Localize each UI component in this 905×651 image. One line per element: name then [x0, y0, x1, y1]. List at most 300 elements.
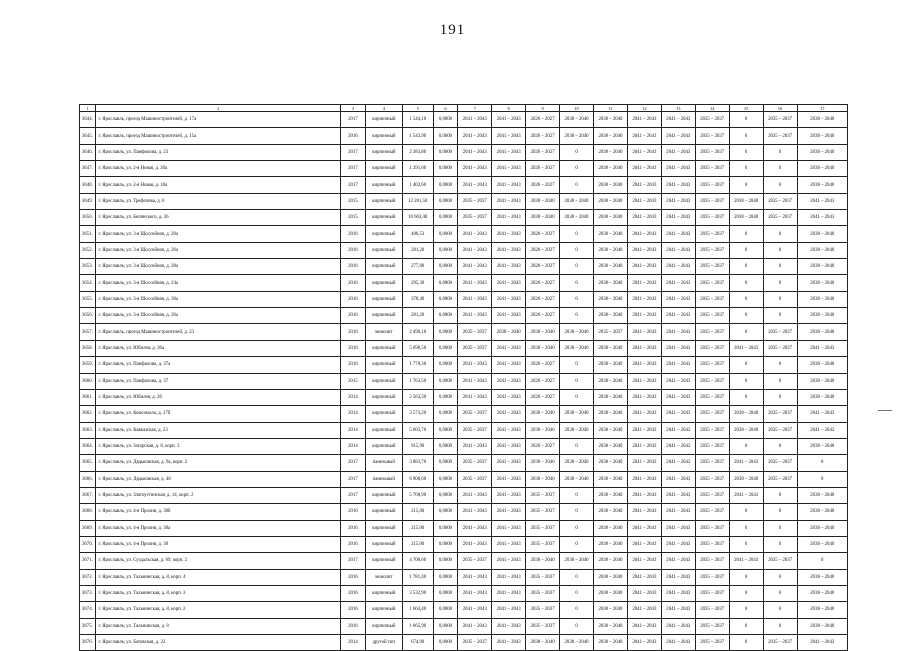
- table-cell: 2017: [341, 553, 366, 569]
- table-cell: 2026 – 2027: [526, 112, 560, 128]
- table-cell: 3 573,20: [402, 406, 433, 422]
- table-cell: 2035 – 2037: [695, 602, 729, 618]
- table-row: [80, 128, 848, 144]
- table-cell: 2041 – 2043: [492, 373, 526, 389]
- table-cell: 0,0000: [433, 618, 458, 634]
- table-cell: 2016: [341, 357, 366, 373]
- table-cell: 2038 – 2040: [729, 471, 763, 487]
- table-cell: 2041 – 2043: [627, 128, 661, 144]
- table-row: [80, 340, 848, 356]
- table-cell: 2041 – 2043: [661, 275, 695, 291]
- table-cell: 2017: [341, 112, 366, 128]
- table-cell: 2041 – 2043: [492, 553, 526, 569]
- table-cell: 2041 – 2043: [797, 422, 847, 438]
- table-cell: 0,0000: [433, 161, 458, 177]
- table-cell: 2038 – 2040: [526, 422, 560, 438]
- table-cell: 2041 – 2043: [627, 389, 661, 405]
- table-cell: 2041 – 2043: [627, 193, 661, 209]
- table-cell: 2035 – 2037: [526, 618, 560, 634]
- table-cell: 2041 – 2043: [661, 536, 695, 552]
- table-cell: 3 532,90: [402, 585, 433, 601]
- table-cell: 2026 – 2027: [526, 308, 560, 324]
- table-cell: 0: [560, 520, 594, 536]
- table-cell: 0,0000: [433, 144, 458, 160]
- table-cell: 486,53: [402, 226, 433, 242]
- table-cell: 0: [729, 308, 763, 324]
- row-number-cell: 3676.: [80, 635, 96, 651]
- table-cell: 2038 – 2040: [797, 357, 847, 373]
- table-cell: 0: [763, 242, 797, 258]
- table-cell: 2041 – 2043: [627, 259, 661, 275]
- table-cell: 0: [560, 373, 594, 389]
- table-cell: 2026 – 2027: [526, 144, 560, 160]
- table-cell: 2041 – 2043: [458, 487, 492, 503]
- table-cell: 2038 – 2040: [593, 161, 627, 177]
- table-cell: 12 281,50: [402, 193, 433, 209]
- table-cell: 2035 – 2037: [526, 520, 560, 536]
- address-cell: г. Ярославль, ул. 3-я Шоссейная, д. 26а: [96, 308, 341, 324]
- table-cell: 2035 – 2037: [695, 438, 729, 454]
- row-number-cell: 3650.: [80, 210, 96, 226]
- table-cell: 0: [560, 389, 594, 405]
- address-cell: г. Ярославль, ул. Дядьковская, д. 9а, корп. 2: [96, 455, 341, 471]
- row-number-cell: 3674.: [80, 602, 96, 618]
- column-number-cell: 7: [458, 105, 492, 112]
- table-row: [80, 324, 848, 340]
- table-cell: 2041 – 2043: [661, 226, 695, 242]
- table-row: [80, 487, 848, 503]
- table-cell: 2041 – 2043: [458, 618, 492, 634]
- table-cell: кирпичный: [365, 193, 402, 209]
- table-cell: кирпичный: [365, 128, 402, 144]
- table-cell: 2035 – 2037: [695, 585, 729, 601]
- table-cell: 2035 – 2037: [695, 226, 729, 242]
- table-cell: 2041 – 2043: [492, 422, 526, 438]
- table-cell: 2041 – 2043: [627, 569, 661, 585]
- table-cell: 2038 – 2040: [526, 340, 560, 356]
- table-row: [80, 275, 848, 291]
- table-cell: 2035 – 2037: [695, 210, 729, 226]
- table-cell: 0,0000: [433, 112, 458, 128]
- table-cell: 0: [560, 161, 594, 177]
- table-cell: 0: [560, 487, 594, 503]
- table-cell: 0,0000: [433, 210, 458, 226]
- table-cell: 2041 – 2043: [661, 210, 695, 226]
- table-cell: 2041 – 2043: [492, 210, 526, 226]
- address-cell: г. Ярославль, ул. 2-я Новая, д. 20а: [96, 161, 341, 177]
- table-cell: 2038 – 2040: [560, 422, 594, 438]
- table-cell: 2038 – 2040: [593, 471, 627, 487]
- table-cell: 2038 – 2040: [593, 585, 627, 601]
- table-cell: 2038 – 2040: [797, 128, 847, 144]
- table-cell: 2041 – 2043: [492, 471, 526, 487]
- table-cell: 2038 – 2040: [797, 177, 847, 193]
- table-cell: 2041 – 2043: [661, 144, 695, 160]
- table-cell: 2041 – 2043: [492, 161, 526, 177]
- table-cell: кирпичный: [365, 259, 402, 275]
- column-number-cell: 3: [341, 105, 366, 112]
- table-cell: 2041 – 2043: [661, 569, 695, 585]
- row-number-cell: 3646.: [80, 144, 96, 160]
- table-row: [80, 357, 848, 373]
- table-cell: 10 663,40: [402, 210, 433, 226]
- table-cell: 2041 – 2043: [458, 112, 492, 128]
- table-cell: 2038 – 2040: [593, 144, 627, 160]
- table-cell: 2041 – 2043: [627, 373, 661, 389]
- table-cell: 2035 – 2037: [695, 275, 729, 291]
- table-cell: 2041 – 2043: [661, 340, 695, 356]
- table-cell: 2041 – 2043: [661, 242, 695, 258]
- table-cell: 2035 – 2037: [695, 324, 729, 340]
- table-cell: 2041 – 2043: [627, 308, 661, 324]
- table-cell: 2035 – 2037: [458, 324, 492, 340]
- table-cell: 2041 – 2043: [661, 291, 695, 307]
- table-cell: 2038 – 2040: [593, 112, 627, 128]
- table-cell: 0: [729, 635, 763, 651]
- table-cell: кирпичный: [365, 144, 402, 160]
- table-cell: 2041 – 2043: [661, 520, 695, 536]
- table-cell: 1 763,50: [402, 373, 433, 389]
- table-cell: панельный: [365, 471, 402, 487]
- address-cell: г. Ярославль, ул. Панфилова, д. 23: [96, 144, 341, 160]
- address-cell: г. Ярославль, ул. 2-я Новая, д. 18а: [96, 177, 341, 193]
- table-cell: 2035 – 2037: [695, 161, 729, 177]
- table-cell: 2041 – 2043: [492, 504, 526, 520]
- table-row: [80, 438, 848, 454]
- address-cell: г. Ярославль, ул. Кавказская, д. 23: [96, 422, 341, 438]
- table-cell: 2038 – 2040: [593, 210, 627, 226]
- table-cell: 2038 – 2040: [526, 455, 560, 471]
- table-cell: 0: [763, 618, 797, 634]
- table-cell: 0: [763, 259, 797, 275]
- table-cell: 2041 – 2043: [729, 553, 763, 569]
- table-cell: 2038 – 2040: [797, 618, 847, 634]
- table-cell: 0: [763, 308, 797, 324]
- table-cell: 0: [729, 389, 763, 405]
- table-cell: 2038 – 2040: [593, 226, 627, 242]
- table-cell: 2038 – 2040: [797, 242, 847, 258]
- table-cell: 0: [729, 275, 763, 291]
- table-cell: 0,0000: [433, 569, 458, 585]
- table-cell: 2041 – 2043: [661, 618, 695, 634]
- table-cell: 2041 – 2043: [458, 536, 492, 552]
- table-cell: 2035 – 2037: [695, 471, 729, 487]
- table-cell: кирпичный: [365, 536, 402, 552]
- table-cell: 2041 – 2043: [458, 259, 492, 275]
- table-cell: 0: [560, 357, 594, 373]
- row-number-cell: 3659.: [80, 357, 96, 373]
- table-cell: 0: [797, 553, 847, 569]
- table-row: [80, 422, 848, 438]
- table-cell: кирпичный: [365, 585, 402, 601]
- table-cell: 2038 – 2040: [593, 291, 627, 307]
- table-cell: 2041 – 2043: [661, 373, 695, 389]
- table-cell: 2041 – 2043: [458, 357, 492, 373]
- table-cell: 0,0000: [433, 242, 458, 258]
- row-number-cell: 3672.: [80, 569, 96, 585]
- column-number-cell: 16: [763, 105, 797, 112]
- table-cell: 2038 – 2040: [560, 553, 594, 569]
- table-cell: 0: [560, 259, 594, 275]
- table-cell: 0: [729, 504, 763, 520]
- table-cell: 0,0000: [433, 128, 458, 144]
- table-cell: 2035 – 2037: [458, 471, 492, 487]
- table-cell: 2038 – 2040: [560, 635, 594, 651]
- table-cell: 2016: [341, 504, 366, 520]
- address-cell: г. Ярославль, ул. Панфилова, д. 37а: [96, 357, 341, 373]
- table-cell: 5 768,90: [402, 487, 433, 503]
- table-cell: 0: [729, 585, 763, 601]
- table-cell: 2038 – 2040: [797, 487, 847, 503]
- table-cell: 2041 – 2043: [492, 569, 526, 585]
- table-cell: 2041 – 2043: [797, 635, 847, 651]
- row-number-cell: 3667.: [80, 487, 96, 503]
- table-cell: 2041 – 2043: [458, 161, 492, 177]
- table-cell: 2038 – 2040: [593, 438, 627, 454]
- table-row: [80, 112, 848, 128]
- table-cell: 2041 – 2043: [458, 275, 492, 291]
- table-cell: кирпичный: [365, 242, 402, 258]
- address-cell: г. Ярославль, ул. Панфилова, д. 37: [96, 373, 341, 389]
- table-row: [80, 504, 848, 520]
- table-cell: 2038 – 2040: [797, 291, 847, 307]
- table-cell: кирпичный: [365, 210, 402, 226]
- table-cell: 2041 – 2043: [627, 455, 661, 471]
- table-cell: 2041 – 2043: [492, 112, 526, 128]
- table-cell: 2041 – 2043: [458, 585, 492, 601]
- address-cell: г. Ярославль, ул. 3-я Шоссейная, д. 24а: [96, 275, 341, 291]
- table-cell: 2041 – 2043: [661, 259, 695, 275]
- table-cell: 2041 – 2043: [797, 406, 847, 422]
- address-cell: г. Ярославль, ул. Златоустинская, д. 14, корп. 2: [96, 487, 341, 503]
- table-cell: 0: [729, 259, 763, 275]
- table-cell: 5 603,70: [402, 422, 433, 438]
- table-cell: 2041 – 2043: [627, 635, 661, 651]
- table-cell: 2035 – 2037: [695, 340, 729, 356]
- table-cell: 2026 – 2027: [526, 242, 560, 258]
- table-cell: 370,40: [402, 291, 433, 307]
- row-number-cell: 3645.: [80, 128, 96, 144]
- table-cell: 0,0000: [433, 487, 458, 503]
- table-cell: 2041 – 2043: [627, 161, 661, 177]
- table-cell: 2041 – 2043: [492, 406, 526, 422]
- table-cell: 1 543,90: [402, 128, 433, 144]
- table-cell: 2041 – 2043: [492, 487, 526, 503]
- table-cell: 2035 – 2037: [695, 406, 729, 422]
- table-cell: кирпичный: [365, 112, 402, 128]
- table-cell: 2026 – 2027: [526, 161, 560, 177]
- table-cell: кирпичный: [365, 161, 402, 177]
- table-cell: 0: [729, 438, 763, 454]
- row-number-cell: 3644.: [80, 112, 96, 128]
- table-cell: 2041 – 2043: [627, 112, 661, 128]
- table-cell: 2041 – 2043: [661, 438, 695, 454]
- table-cell: 0: [560, 536, 594, 552]
- table-cell: 0: [763, 357, 797, 373]
- table-cell: 2017: [341, 471, 366, 487]
- table-row: [80, 259, 848, 275]
- table-cell: 2035 – 2037: [695, 259, 729, 275]
- table-cell: 2035 – 2037: [458, 455, 492, 471]
- table-cell: 2038 – 2040: [593, 373, 627, 389]
- table-cell: 2035 – 2037: [458, 210, 492, 226]
- row-number-cell: 3660.: [80, 373, 96, 389]
- table-cell: 2038 – 2040: [492, 324, 526, 340]
- table-cell: 2035 – 2037: [458, 553, 492, 569]
- table-cell: 2041 – 2043: [627, 422, 661, 438]
- table-cell: 2035 – 2037: [763, 422, 797, 438]
- table-cell: 2038 – 2040: [593, 569, 627, 585]
- table-cell: 2041 – 2043: [661, 422, 695, 438]
- table-cell: 2035 – 2037: [695, 422, 729, 438]
- table-cell: 2035 – 2037: [695, 373, 729, 389]
- table-cell: 2014: [341, 422, 366, 438]
- table-cell: 2038 – 2040: [797, 161, 847, 177]
- table-cell: 0,0000: [433, 585, 458, 601]
- table-cell: 2038 – 2040: [797, 536, 847, 552]
- row-number-cell: 3657.: [80, 324, 96, 340]
- table-cell: 2035 – 2037: [763, 406, 797, 422]
- table-cell: 0: [560, 144, 594, 160]
- table-row: [80, 144, 848, 160]
- table-row: [80, 569, 848, 585]
- table-cell: 2041 – 2043: [492, 291, 526, 307]
- table-cell: 2035 – 2037: [526, 487, 560, 503]
- table-cell: 2041 – 2043: [458, 308, 492, 324]
- table-row: [80, 242, 848, 258]
- table-cell: 2016: [341, 520, 366, 536]
- table-cell: 2035 – 2037: [695, 553, 729, 569]
- table-cell: 281,20: [402, 242, 433, 258]
- table-cell: 2041 – 2043: [627, 618, 661, 634]
- table-row: [80, 471, 848, 487]
- table-cell: 2035 – 2037: [695, 112, 729, 128]
- table-cell: 0: [729, 112, 763, 128]
- address-cell: г. Ярославль, ул. Тальнинская, д. 8: [96, 618, 341, 634]
- table-cell: 2035 – 2037: [763, 193, 797, 209]
- table-cell: 2041 – 2043: [627, 275, 661, 291]
- row-number-cell: 3671.: [80, 553, 96, 569]
- address-cell: г. Ярославль, ул. 4-я Пролив, д. 38б: [96, 504, 341, 520]
- table-cell: 2038 – 2040: [797, 585, 847, 601]
- table-cell: 2041 – 2043: [627, 504, 661, 520]
- table-cell: 1 402,60: [402, 177, 433, 193]
- table-cell: 2038 – 2040: [797, 324, 847, 340]
- table-cell: 2041 – 2043: [627, 520, 661, 536]
- table-cell: 0,0000: [433, 340, 458, 356]
- column-number-cell: 1: [80, 105, 96, 112]
- table-cell: 2041 – 2043: [661, 308, 695, 324]
- table-row: [80, 406, 848, 422]
- table-cell: 277,80: [402, 259, 433, 275]
- address-cell: г. Ярославль, ул. 4-я Пролив, д. 38: [96, 536, 341, 552]
- table-cell: 0: [560, 177, 594, 193]
- table-cell: кирпичный: [365, 504, 402, 520]
- table-cell: 2038 – 2040: [593, 275, 627, 291]
- table-cell: 2038 – 2040: [560, 193, 594, 209]
- table-cell: 2041 – 2043: [661, 504, 695, 520]
- table-cell: 2016: [341, 602, 366, 618]
- table-cell: 2016: [341, 259, 366, 275]
- table-cell: 2038 – 2040: [593, 259, 627, 275]
- table-cell: 2016: [341, 618, 366, 634]
- table-cell: 2014: [341, 389, 366, 405]
- address-cell: г. Ярославль, ул. Белинского, д. 36: [96, 210, 341, 226]
- table-cell: 2041 – 2043: [627, 144, 661, 160]
- table-cell: 2041 – 2043: [458, 504, 492, 520]
- table-cell: 2041 – 2043: [627, 487, 661, 503]
- table-cell: 2038 – 2040: [797, 389, 847, 405]
- table-cell: 2038 – 2040: [593, 422, 627, 438]
- table-cell: 2035 – 2037: [763, 112, 797, 128]
- table-cell: 2041 – 2043: [661, 324, 695, 340]
- table-cell: 2041 – 2043: [492, 340, 526, 356]
- table-cell: 674,90: [402, 635, 433, 651]
- table-cell: 2038 – 2040: [593, 520, 627, 536]
- table-cell: 2041 – 2043: [627, 471, 661, 487]
- table-cell: 2041 – 2043: [458, 438, 492, 454]
- table-cell: 2041 – 2043: [661, 455, 695, 471]
- table-cell: 2038 – 2040: [593, 536, 627, 552]
- column-number-cell: 12: [627, 105, 661, 112]
- table-cell: 2041 – 2043: [627, 291, 661, 307]
- table-cell: 0,0000: [433, 602, 458, 618]
- table-cell: 0: [729, 357, 763, 373]
- table-cell: 2038 – 2040: [593, 340, 627, 356]
- table-cell: 2014: [341, 406, 366, 422]
- table-cell: 2038 – 2040: [560, 112, 594, 128]
- table-cell: 2038 – 2040: [593, 389, 627, 405]
- table-cell: 0,0000: [433, 455, 458, 471]
- table-cell: 0: [560, 504, 594, 520]
- table-cell: 0,0000: [433, 193, 458, 209]
- table-cell: 2041 – 2043: [627, 553, 661, 569]
- table-cell: 2035 – 2037: [458, 406, 492, 422]
- table-row: [80, 389, 848, 405]
- table-cell: 2041 – 2043: [627, 357, 661, 373]
- table-cell: 0: [560, 602, 594, 618]
- table-cell: 2038 – 2040: [797, 569, 847, 585]
- table-cell: 0: [763, 144, 797, 160]
- table-cell: 2041 – 2043: [797, 210, 847, 226]
- table-cell: 0: [763, 585, 797, 601]
- table-cell: 0: [560, 569, 594, 585]
- table-cell: 2016: [341, 226, 366, 242]
- table-cell: 2038 – 2040: [560, 471, 594, 487]
- table-cell: кирпичный: [365, 275, 402, 291]
- table-cell: 2038 – 2040: [593, 553, 627, 569]
- table-cell: 2035 – 2037: [763, 340, 797, 356]
- table-cell: 2016: [341, 291, 366, 307]
- table-row: [80, 585, 848, 601]
- capital-repair-schedule-table: [79, 104, 848, 651]
- table-cell: 0: [560, 291, 594, 307]
- table-cell: 2041 – 2043: [492, 455, 526, 471]
- table-cell: 0: [763, 389, 797, 405]
- table-cell: кирпичный: [365, 553, 402, 569]
- table-cell: кирпичный: [365, 373, 402, 389]
- address-cell: г. Ярославль, ул. Загорская, д. 8, корп. 3: [96, 438, 341, 454]
- table-cell: 2016: [341, 585, 366, 601]
- table-cell: кирпичный: [365, 177, 402, 193]
- table-cell: 2038 – 2040: [797, 520, 847, 536]
- table-cell: 0: [729, 161, 763, 177]
- table-cell: 0,0000: [433, 406, 458, 422]
- table-cell: 2035 – 2037: [763, 210, 797, 226]
- column-number-cell: 14: [695, 105, 729, 112]
- table-cell: 0,0000: [433, 357, 458, 373]
- table-cell: 2041 – 2043: [492, 635, 526, 651]
